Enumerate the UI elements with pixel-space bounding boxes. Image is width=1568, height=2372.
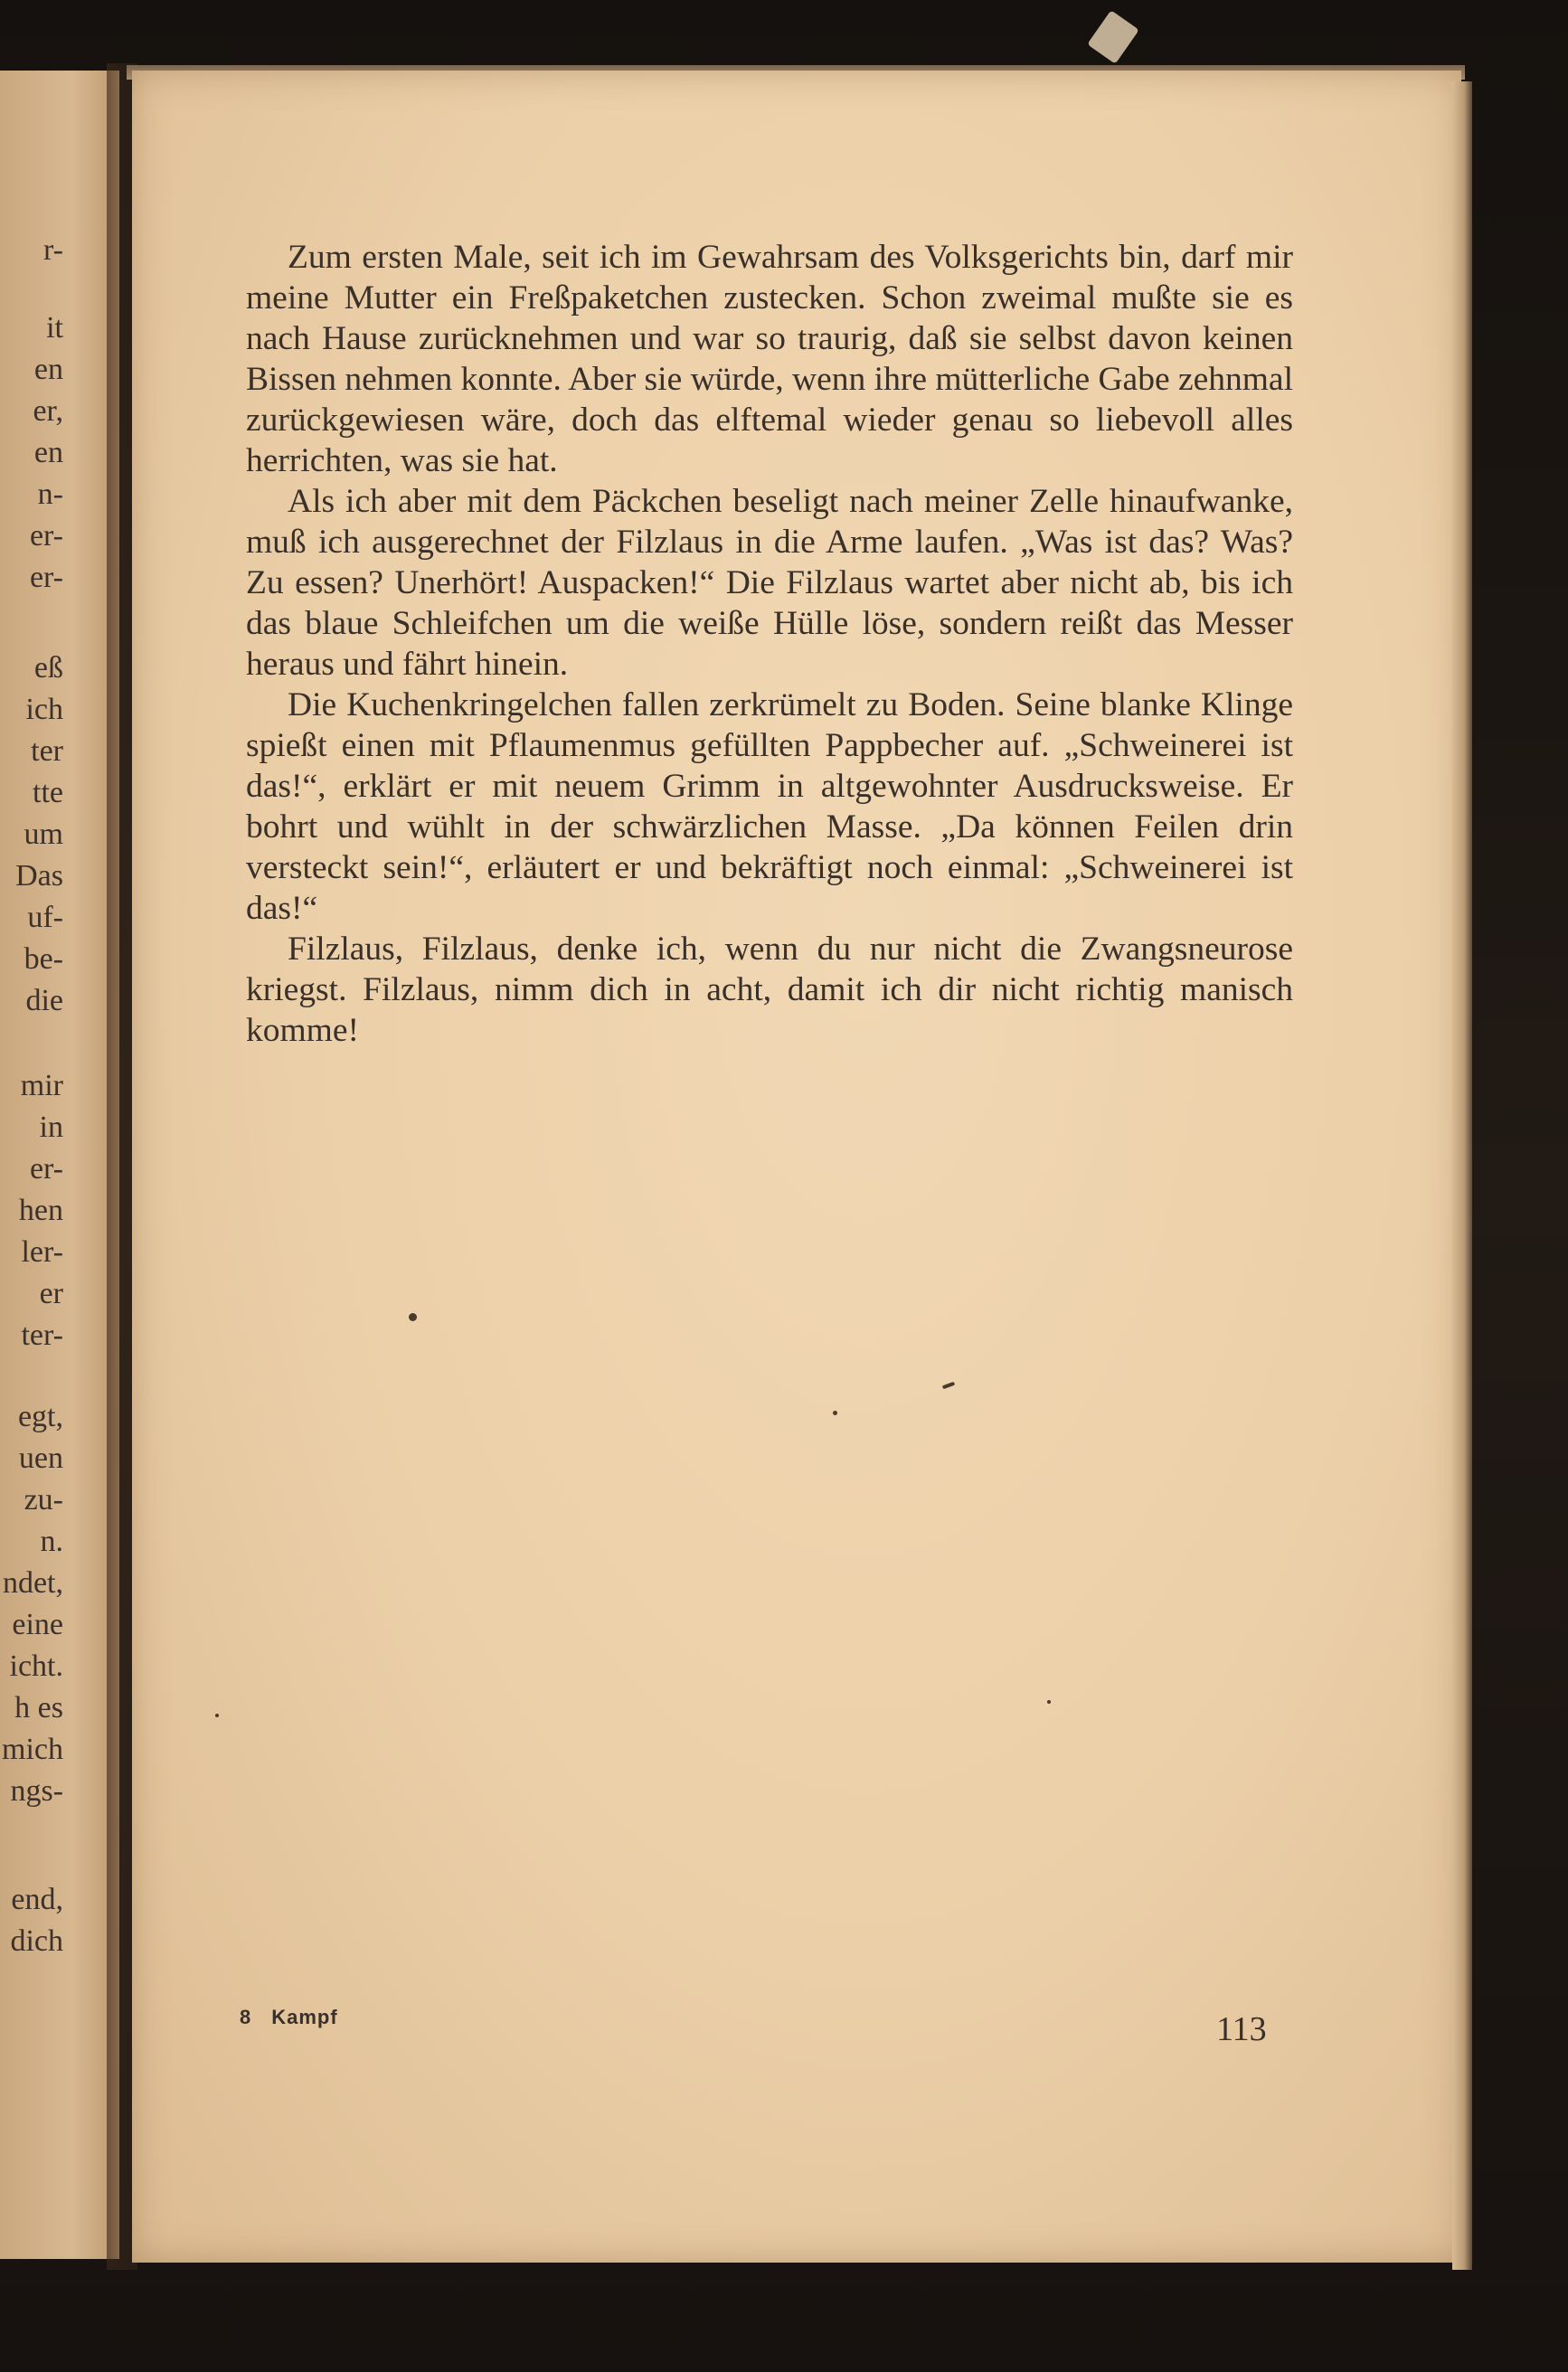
left-page-fragment: it — [46, 311, 63, 345]
left-page-fragment: ich — [25, 693, 63, 726]
left-page-fragment: be- — [24, 942, 63, 976]
left-page-fragment: er- — [29, 519, 63, 553]
left-page-fragment: um — [24, 817, 63, 851]
left-page-fragment: ter — [31, 734, 63, 768]
left-page-fragment: Das — [15, 859, 63, 893]
left-page-fragment: en — [33, 436, 63, 469]
left-page-fragment: uen — [18, 1441, 63, 1475]
left-page-fragment: n. — [40, 1525, 63, 1558]
left-page-fragment: tte — [33, 776, 63, 809]
left-page-fragment: er, — [33, 394, 63, 428]
paragraph: Filzlaus, Filzlaus, denke ich, wenn du nur nicht die Zwangsneurose kriegst. Filzlaus, nimm dich in acht, damit ich dir nicht richtig manisch komme! — [246, 931, 1293, 1049]
left-page-fragment: ter- — [21, 1318, 63, 1352]
left-page-fragment: er — [39, 1277, 63, 1310]
paper-speck — [409, 1313, 417, 1321]
left-page-fragment: en — [33, 353, 63, 386]
left-page-fragment: ngs- — [10, 1774, 63, 1808]
left-page-fragment: er- — [29, 561, 63, 594]
body-text — [246, 237, 1293, 1051]
left-page-edge — [0, 71, 119, 2259]
left-page-fragment: eine — [12, 1608, 63, 1641]
left-page-fragment: er- — [29, 1152, 63, 1186]
paragraph: Zum ersten Male, seit ich im Gewahrsam des Volksgerichts bin, darf mir meine Mutter ein Freßpaketchen zustecken. Schon zweimal mußte sie es nach Hause zurücknehmen und war so traurig, daß sie selbst davon keinen Bissen nehmen konnte. Aber sie würde, wenn ihre mütterliche Gabe zehnmal zurückgewiesen wäre, doch das elftemal wieder genau so liebevoll alles herrichten, was sie hat. — [246, 239, 1293, 479]
paragraph: Die Kuchenkringelchen fallen zerkrümelt zu Boden. Seine blanke Klinge spießt einen mit Pflaumenmus gefüllten Pappbecher auf. „Schweinerei ist das!“, erklärt er mit neuem Grimm in altgewohnter Ausdrucksweise. Er bohrt und wühlt in der schwärzlichen Masse. „Da können Feilen drin versteckt sein!“, erläutert er und bekräftigt noch einmal: „Schweinerei ist das!“ — [246, 686, 1293, 927]
signature-mark — [240, 2006, 338, 2029]
left-page-fragment: eß — [33, 651, 63, 685]
left-page-fragment: mich — [2, 1733, 63, 1766]
left-page-fragment: h es — [14, 1691, 63, 1725]
signature-number: 8 — [240, 2006, 252, 2028]
left-page-fragment: zu- — [24, 1483, 63, 1517]
left-page-fragment: r- — [43, 233, 63, 267]
page-number: 113 — [1216, 2010, 1267, 2048]
paper-speck — [215, 1714, 219, 1717]
left-page-fragment: in — [39, 1110, 63, 1144]
paragraph: Als ich aber mit dem Päckchen beseligt nach meiner Zelle hinaufwanke, muß ich ausgerechnet der Filzlaus in die Arme laufen. „Was ist das? Was? Zu essen? Unerhört! Auspacken!“ Die Filzlaus wartet aber nicht ab, bis ich das blaue Schleifchen um die weiße Hülle löse, sondern reißt das Messer heraus und fährt hinein. — [246, 483, 1293, 683]
left-page-fragment: die — [25, 984, 63, 1017]
left-page-fragment: ler- — [21, 1235, 63, 1269]
paper-speck — [833, 1411, 837, 1415]
left-page-fragment: end, — [11, 1883, 63, 1916]
signature-label: Kampf — [271, 2006, 338, 2028]
left-page-fragment: uf- — [27, 901, 63, 934]
left-page-fragment: dich — [10, 1924, 63, 1958]
left-page-fragment: n- — [37, 477, 63, 511]
paper-speck — [1047, 1700, 1051, 1704]
left-page-fragment: ndet, — [2, 1566, 63, 1600]
left-page-fragment: icht. — [9, 1649, 63, 1683]
page-right-edge — [1452, 81, 1472, 2270]
left-page-fragment: hen — [18, 1194, 63, 1227]
left-page-fragment: egt, — [17, 1400, 63, 1433]
left-page-fragment: mir — [20, 1069, 63, 1102]
